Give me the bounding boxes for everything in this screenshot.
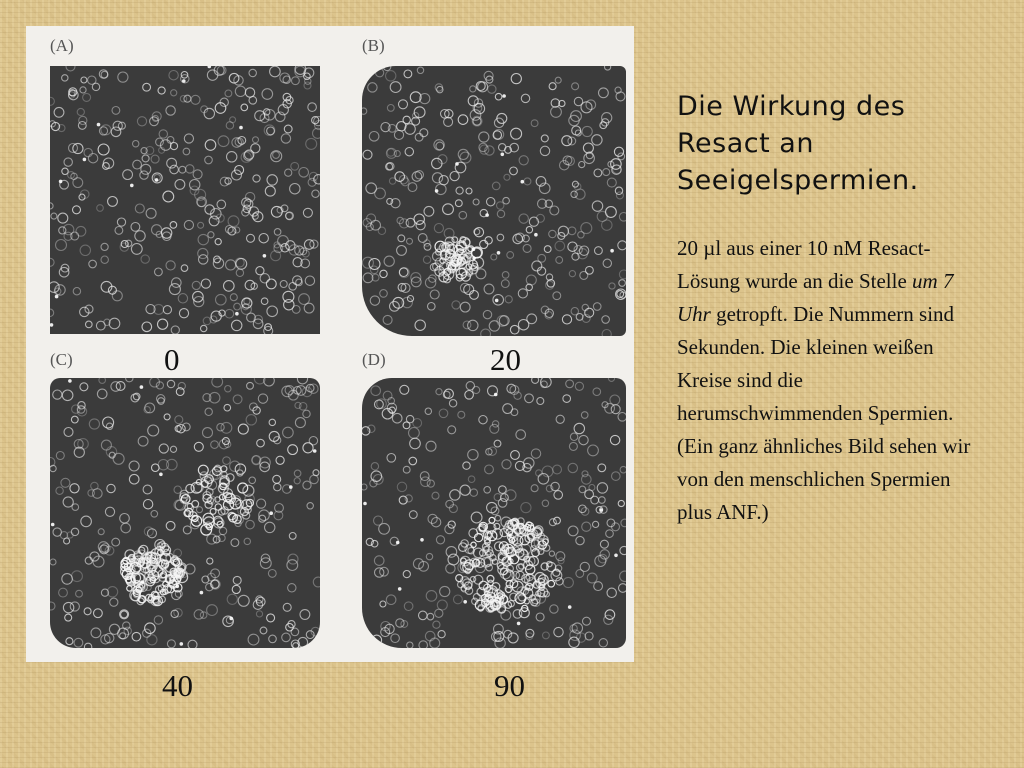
description-text-1: 20 µl aus einer 10 nM Resact-Lösung wurde an die Stelle — [677, 236, 931, 293]
panel-letter-c: (C) — [50, 350, 73, 369]
micrograph-a — [50, 66, 320, 334]
slide-title: Die Wirkung des Resact an Seeigelspermien. — [677, 91, 919, 196]
time-label-c: 40 — [162, 668, 193, 703]
time-label-a: 0 — [164, 342, 180, 377]
sperm-texture — [362, 378, 626, 648]
slide-description — [677, 232, 977, 529]
micrograph-d — [362, 378, 626, 648]
sperm-texture — [50, 66, 320, 334]
description-emphasis: um 7 Uhr — [677, 269, 954, 326]
description-text-2: getropft. Die Nummern sind Sekunden. Die kleinen weißen Kreise sind die herumschwimmenden Spermien. (Ein ganz ähnliches Bild sehen wir von den menschlichen Spermien plus ANF.) — [677, 302, 971, 524]
sperm-texture — [50, 378, 320, 648]
micrograph-b — [362, 66, 626, 336]
time-label-b: 20 — [490, 342, 521, 377]
panel-letter-a: (A) — [50, 36, 74, 55]
time-label-d: 90 — [494, 668, 525, 703]
sperm-texture — [362, 66, 626, 336]
panel-letter-d: (D) — [362, 350, 386, 369]
panel-letter-b: (B) — [362, 36, 385, 55]
micrograph-c — [50, 378, 320, 648]
